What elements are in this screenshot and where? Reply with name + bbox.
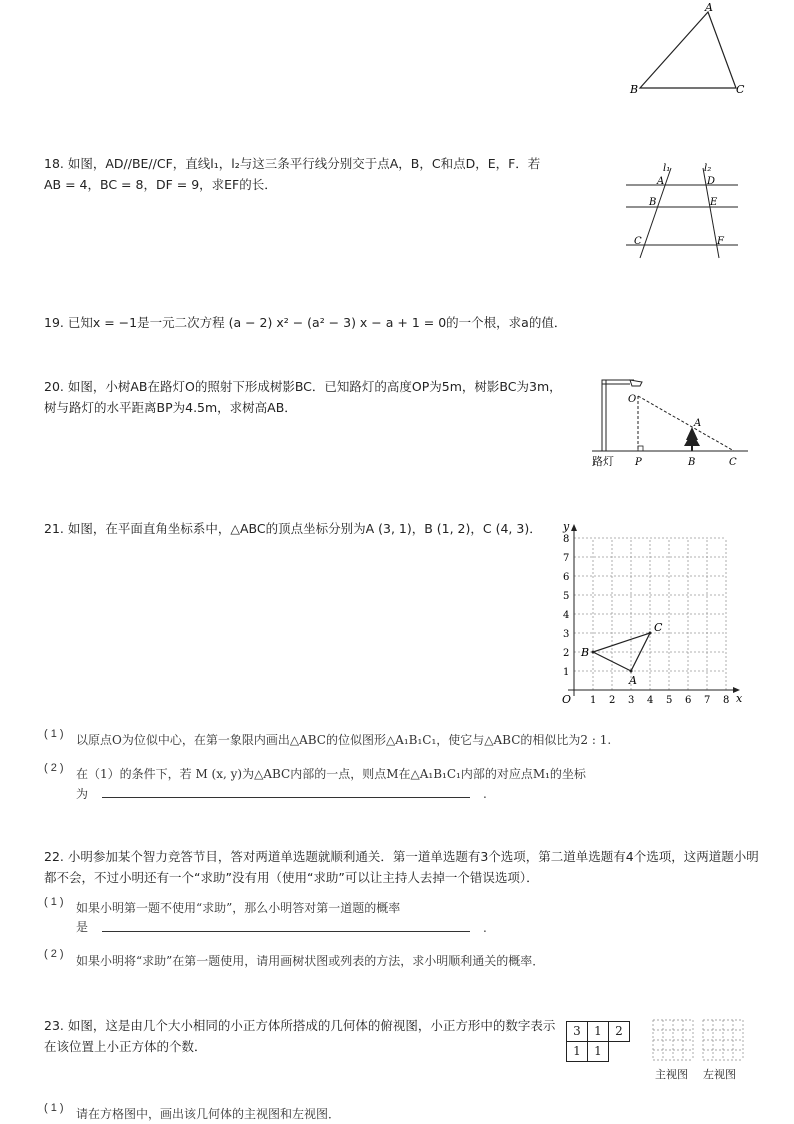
q20-line-1: 20. 如图，小树AB在路灯O的照射下形成树影BC．已知路灯的高度OP为5m，树影BC为3m，: [44, 379, 562, 394]
vertex-label: A: [629, 674, 637, 687]
q22-line-1: 22. 小明参加某个智力竞答节目，答对两道单选题就顺利通关．第一道单选题有3个选项，第二道单选题有4个选项，这两道题小明: [44, 849, 759, 864]
q23-sub1-text: 请在方格图中，画出该几何体的主视图和左视图．: [76, 1107, 341, 1121]
y-tick-label: 1: [563, 667, 570, 678]
label-c: C: [634, 236, 642, 247]
q22-sub1-prefix: 是: [76, 920, 89, 934]
q22-sub2-number: ( 2 ): [44, 948, 64, 960]
parallel-lines-figure: [620, 158, 755, 260]
question-21: 21. 如图，在平面直角坐标系中，△ABC的顶点坐标分别为A (3, 1)，B (1, 2)，C (4, 3)．: [44, 521, 542, 536]
q22-line-2: 都不会，不过小明还有一个“求助”没有用（使用“求助”可以让主持人去掉一个错误选项）．: [44, 870, 539, 885]
label-l1: l₁: [663, 163, 671, 174]
vertex-label: B: [581, 646, 590, 659]
x-tick-label: 4: [647, 695, 654, 706]
top-view-row-1: [566, 1021, 632, 1041]
question-19: 19. 已知x = −1是一元二次方程 (a − 2) x² − (a² − 3) x − a + 1 = 0的一个根，求a的值．: [44, 315, 567, 330]
top-view-cell: 1: [587, 1021, 609, 1042]
label-l2: l₂: [704, 163, 712, 174]
q21-answer-blank[interactable]: [102, 797, 470, 798]
y-axis-arrow: [571, 524, 577, 531]
q21-sub1-text: 以原点O为位似中心，在第一象限内画出△ABC的位似图形△A₁B₁C₁，使它与△ABC的相似比为2 : 1.: [76, 733, 612, 747]
question-20: [44, 376, 584, 418]
x-tick-label: 1: [590, 695, 597, 706]
question-23: [44, 1015, 564, 1057]
q21-sub2-number: ( 2 ): [44, 762, 64, 774]
q20-line-2: 树与路灯的水平距离BP为4.5m，求树高AB．: [44, 400, 297, 415]
coordinate-grid: [552, 514, 752, 706]
triangle-figure: [620, 0, 760, 100]
y-tick-label: 7: [563, 553, 570, 564]
q23-line-1: 23. 如图，这是由几个大小相同的小正方体所搭成的几何体的俯视图，小正方形中的数字表示: [44, 1018, 556, 1033]
top-view-cell: 1: [587, 1041, 609, 1062]
q21-sub2-text: 在（1）的条件下，若 M (x, y)为△ABC内部的一点，则点M在△A₁B₁C₁内部的对应点M₁的坐标: [76, 767, 586, 781]
label-b: B: [649, 197, 657, 208]
y-tick-label: 8: [563, 534, 570, 545]
label-f: F: [717, 236, 724, 247]
q21-sub2-prefix: 为: [76, 787, 89, 801]
q22-sub2-text: 如果小明将“求助”在第一题使用，请用画树状图或列表的方法，求小明顺利通关的概率．: [76, 954, 545, 968]
origin-label: O: [562, 693, 572, 706]
x-axis-label: x: [736, 692, 743, 705]
x-tick-label: 7: [704, 695, 711, 706]
vertex-point: [592, 651, 595, 654]
q21-sub2-end: .: [483, 787, 487, 801]
y-axis-label: y: [563, 520, 570, 533]
front-view-grid[interactable]: [651, 1019, 697, 1061]
question-18: [44, 153, 604, 195]
label-e: E: [710, 197, 718, 208]
label-c: C: [729, 457, 737, 468]
label-o: O: [628, 394, 637, 405]
q22-answer-blank[interactable]: [102, 931, 470, 932]
q22-sub1-end: .: [483, 921, 487, 935]
label-lamp: 路灯: [592, 455, 614, 468]
left-view-label: 左视图: [703, 1068, 736, 1081]
top-view-row-2: [566, 1041, 610, 1061]
label-a: A: [694, 418, 702, 429]
q18-line-2: AB = 4，BC = 8，DF = 9，求EF的长．: [44, 177, 277, 192]
x-tick-label: 6: [685, 695, 692, 706]
q22-sub1-number: ( 1 ): [44, 896, 64, 908]
label-d: D: [707, 176, 716, 187]
question-22: [44, 846, 764, 888]
top-view: [566, 1021, 632, 1063]
q18-line-1: 18. 如图，AD//BE//CF，直线l₁，l₂与这三条平行线分别交于点A，B，C和点D，E，F．若: [44, 156, 541, 171]
triangle-abc: [593, 633, 650, 671]
y-tick-label: 3: [563, 629, 570, 640]
q23-sub1-number: ( 1 ): [44, 1102, 64, 1114]
q21-sub1-number: ( 1 ): [44, 728, 64, 740]
y-tick-label: 2: [563, 648, 570, 659]
y-tick-label: 6: [563, 572, 570, 583]
street-lamp-figure: [588, 374, 753, 470]
label-a: A: [705, 1, 713, 14]
x-tick-label: 3: [628, 695, 635, 706]
x-tick-label: 5: [666, 695, 673, 706]
front-view-label: 主视图: [655, 1068, 688, 1081]
q23-line-2: 在该位置上小正方体的个数．: [44, 1039, 207, 1054]
label-c: C: [736, 83, 745, 96]
vertex-point: [649, 632, 652, 635]
top-view-cell: 2: [608, 1021, 630, 1042]
label-a: A: [657, 176, 665, 187]
label-b: B: [630, 83, 639, 96]
x-tick-label: 8: [723, 695, 730, 706]
triangle-abc: [640, 12, 736, 88]
vertex-point: [630, 670, 633, 673]
top-view-cell: 1: [566, 1041, 588, 1062]
q22-sub1-text: 如果小明第一题不使用“求助”，那么小明答对第一道题的概率: [76, 901, 401, 915]
y-tick-label: 4: [563, 610, 570, 621]
label-b: B: [688, 457, 696, 468]
label-p: P: [635, 457, 642, 468]
left-view-grid[interactable]: [701, 1019, 747, 1061]
x-tick-label: 2: [609, 695, 616, 706]
vertex-label: C: [654, 621, 663, 634]
top-view-cell: 3: [566, 1021, 588, 1042]
y-tick-label: 5: [563, 591, 570, 602]
